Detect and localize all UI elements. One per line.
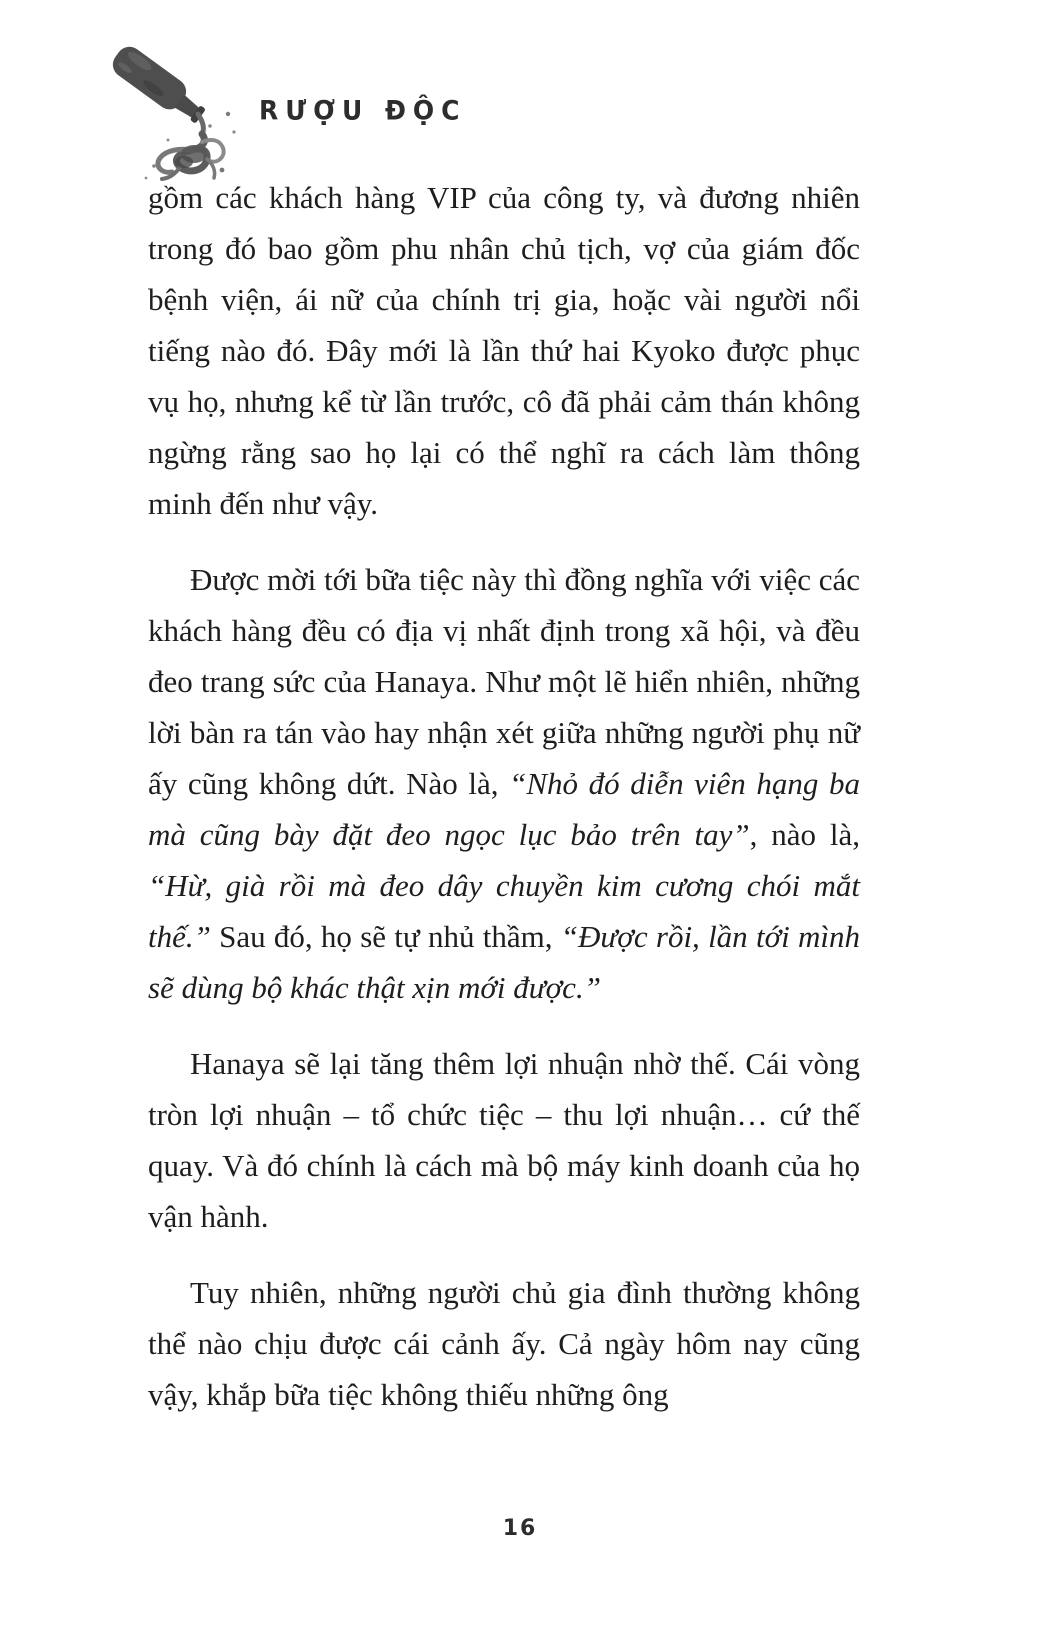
text-segment: Được mời tới bữa tiệc này thì đồng nghĩa với việc các khách hàng đều có địa vị nhất định trong xã hội, và đều đeo trang sức của Hanaya. Như một lẽ hiển nhiên, những lời bàn ra tán vào hay nhận xét giữa những người phụ nữ ấy cũng không dứt. Nào là, xyxy=(148,562,860,801)
text-segment: gồm các khách hàng VIP của công ty, và đương nhiên trong đó bao gồm phu nhân chủ tịch, vợ của giám đốc bệnh viện, ái nữ của chính trị gia, hoặc vài người nổi tiếng nào đó. Đây mới là lần thứ hai Kyoko được phục vụ họ, nhưng kể từ lần trước, cô đã phải cảm thán không ngừng rằng sao họ lại có thể nghĩ ra cách làm thông minh đến như vậy. xyxy=(148,180,860,521)
text-segment: Sau đó, họ sẽ tự nhủ thầm, xyxy=(210,919,561,954)
chapter-title: RƯỢU ĐỘC xyxy=(259,95,467,126)
quoted-text-segment: “Hừ, già rồi mà đeo dây chuyền kim cương chói mắt thế.” xyxy=(148,868,860,954)
text-segment: Hanaya sẽ lại tăng thêm lợi nhuận nhờ thế. Cái vòng tròn lợi nhuận – tổ chức tiệc – thu lợi nhuận… cứ thế quay. Và đó chính là cách mà bộ máy kinh doanh của họ vận hành. xyxy=(148,1046,860,1234)
paragraph xyxy=(148,554,860,1013)
wine-bottle-pour-illustration xyxy=(110,42,255,184)
paragraph xyxy=(148,1267,860,1420)
paragraph xyxy=(148,172,860,529)
text-segment: Tuy nhiên, những người chủ gia đình thường không thể nào chịu được cái cảnh ấy. Cả ngày hôm nay cũng vậy, khắp bữa tiệc không thiếu những ông xyxy=(148,1275,860,1412)
quoted-text-segment: “Nhỏ đó diễn viên hạng ba mà cũng bày đặt đeo ngọc lục bảo trên tay” xyxy=(148,766,861,852)
wine-bottle-pour-icon xyxy=(110,42,255,184)
quoted-text-segment: “Được rồi, lần tới mình sẽ dùng bộ khác thật xịn mới được.” xyxy=(148,919,860,1005)
text-segment: , nào là, xyxy=(749,817,860,852)
paragraphs xyxy=(148,172,860,1445)
page-number: 16 xyxy=(502,1516,538,1541)
paragraph xyxy=(148,1038,860,1242)
